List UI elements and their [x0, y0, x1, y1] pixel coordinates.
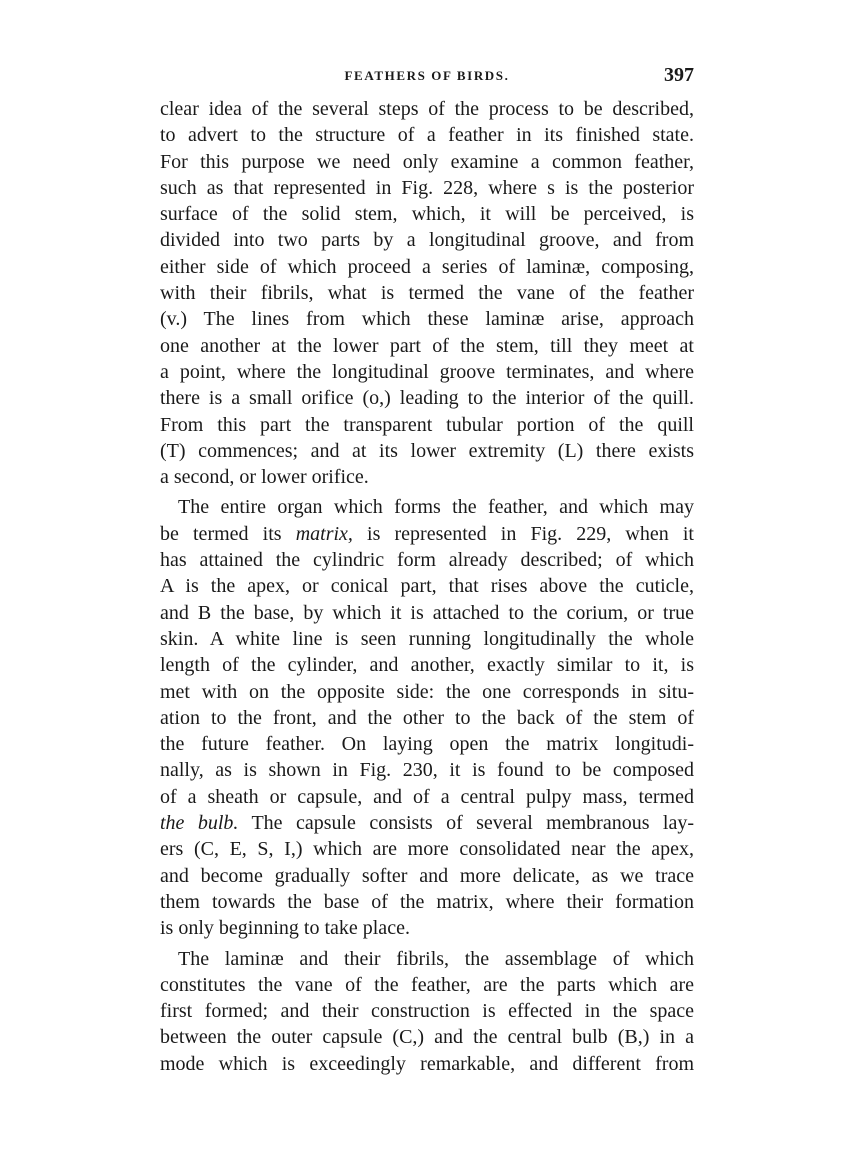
text-line: with their fibrils, what is termed the vane of the feather — [160, 282, 694, 305]
text-line: ation to the front, and the other to the back of the stem of — [160, 706, 694, 729]
text-line: and become gradually softer and more delicate, as we trace — [160, 864, 694, 887]
text-line: length of the cylinder, and another, exactly similar to it, is — [160, 654, 694, 677]
text-line: of a sheath or capsule, and of a central pulpy mass, termed — [160, 785, 694, 808]
text-line: first formed; and their construction is effected in the space — [160, 1000, 694, 1023]
text-line: is only beginning to take place. — [160, 917, 410, 940]
text-line: skin. A white line is seen running longitudinally the whole — [160, 627, 694, 650]
text-line: the bulb. The capsule consists of several membranous lay- — [160, 812, 694, 835]
text-line: For this purpose we need only examine a common feather, — [160, 150, 694, 173]
text-line: From this part the transparent tubular portion of the quill — [160, 413, 694, 436]
text-line: The laminæ and their fibrils, the assemblage of which — [178, 947, 694, 970]
text-line: has attained the cylindric form already described; of which — [160, 549, 694, 572]
text-line: (v.) The lines from which these laminæ arise, approach — [160, 308, 694, 331]
text-line: nally, as is shown in Fig. 230, it is found to be composed — [160, 759, 694, 782]
text-line: ers (C, E, S, I,) which are more consolidated near the apex, — [160, 838, 694, 861]
text-line: be termed its matrix, is represented in Fig. 229, when it — [160, 522, 694, 545]
text-line: a point, where the longitudinal groove terminates, and where — [160, 360, 694, 383]
paragraph — [160, 96, 694, 490]
text-line: clear idea of the several steps of the process to be described, — [160, 98, 694, 120]
text-line: there is a small orifice (o,) leading to the interior of the quill. — [160, 387, 694, 410]
text-line: either side of which proceed a series of laminæ, composing, — [160, 255, 694, 278]
text-line: constitutes the vane of the feather, are the parts which are — [160, 973, 694, 996]
text-line: one another at the lower part of the stem, till they meet at — [160, 334, 694, 357]
page-number: 397 — [664, 64, 694, 86]
text-line: met with on the opposite side: the one corresponds in situ- — [160, 680, 694, 703]
text-line: to advert to the structure of a feather in its finished state. — [160, 124, 694, 147]
italic-term: the bulb. — [160, 812, 239, 835]
text-line: mode which is exceedingly remarkable, and different from — [160, 1052, 694, 1075]
running-head — [160, 64, 694, 88]
paragraph — [160, 494, 694, 941]
text-line: a second, or lower orifice. — [160, 466, 369, 489]
text-line: them towards the base of the matrix, where their formation — [160, 890, 694, 913]
text-line: between the outer capsule (C,) and the central bulb (B,) in a — [160, 1026, 694, 1049]
text-line: and B the base, by which it is attached to the corium, or true — [160, 601, 694, 624]
text-line: such as that represented in Fig. 228, where s is the posterior — [160, 176, 694, 199]
text-line: divided into two parts by a longitudinal groove, and from — [160, 229, 694, 252]
text-line: A is the apex, or conical part, that rises above the cuticle, — [160, 575, 694, 598]
text-line: surface of the solid stem, which, it will be perceived, is — [160, 203, 694, 226]
text-line: The entire organ which forms the feather, and which may — [178, 496, 694, 519]
running-title: FEATHERS OF BIRDS. — [344, 68, 510, 83]
paragraph — [160, 946, 694, 1077]
text-line: the future feather. On laying open the matrix longitudi- — [160, 733, 694, 756]
italic-term: matrix, — [295, 522, 353, 545]
text-line: (T) commences; and at its lower extremity (L) there exists — [160, 439, 694, 462]
body-text — [160, 96, 694, 1077]
